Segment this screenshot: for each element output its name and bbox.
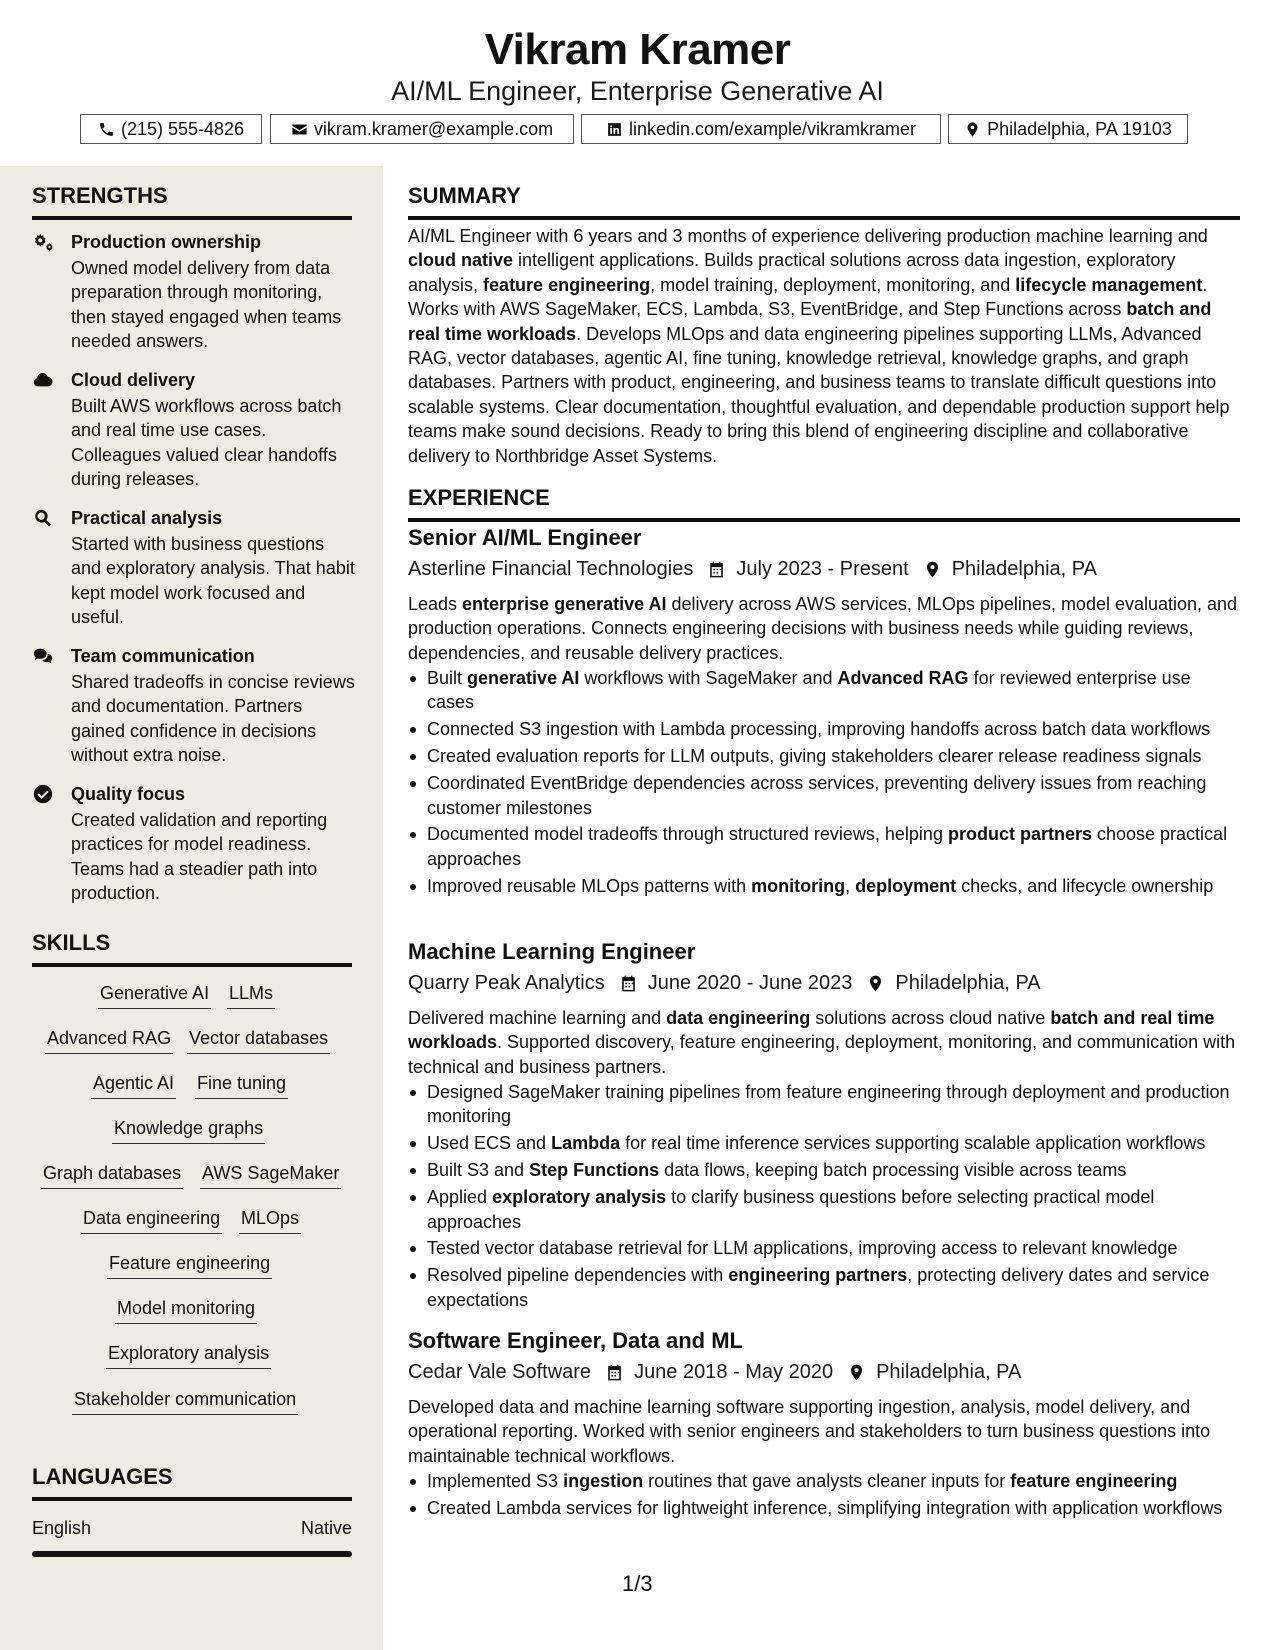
- emphasis-text: Lambda: [551, 1133, 621, 1154]
- text-run: Tested vector database retrieval for LLM applications, improving access to relevant knowledge: [427, 1238, 1178, 1259]
- job-dates: July 2023 - Present: [736, 558, 909, 580]
- text-run: . Works with AWS SageMaker, ECS, Lambda, S3, EventBridge, and Step Functions across: [408, 274, 1208, 320]
- bullet-item: [408, 1496, 1240, 1520]
- text-run: for reviewed enterprise use cases: [427, 668, 1191, 713]
- bullet-item: [408, 1263, 1240, 1312]
- text-run: for real time inference services supporting scalable application workflows: [620, 1133, 1206, 1154]
- contact-phone[interactable]: [80, 114, 262, 144]
- strength-description: Created validation and reporting practices for model readiness. Teams had a steadier path into production.: [71, 810, 328, 904]
- candidate-name: Vikram Kramer: [484, 25, 791, 74]
- envelope-icon: [291, 121, 308, 138]
- job-dates: June 2020 - June 2023: [647, 972, 853, 994]
- map-marker-icon: [847, 1363, 866, 1382]
- map-marker-icon: [923, 560, 942, 579]
- skill-tag: Stakeholder communication: [72, 1387, 298, 1415]
- emphasis-text: cloud native: [408, 250, 514, 271]
- text-run: Developed data and machine learning software supporting ingestion, analysis, model delivery, and operational reporting. Worked with senior engineers and stakeholders to turn business questions into maintainable technical workflows.: [408, 1397, 1211, 1466]
- text-run: Used ECS and: [427, 1133, 552, 1154]
- job-company: Quarry Peak Analytics: [408, 972, 605, 994]
- job-location: Philadelphia, PA: [951, 558, 1097, 580]
- strength-title: Team communication: [71, 646, 255, 666]
- job-meta: [408, 970, 1041, 996]
- text-run: Connected S3 ingestion with Lambda processing, improving handoffs across batch data workflows: [427, 719, 1211, 740]
- contact-linkedin-text: linkedin.com/example/vikramkramer: [628, 118, 917, 139]
- skill-tag: Fine tuning: [195, 1071, 288, 1099]
- contact-linkedin[interactable]: [581, 114, 941, 144]
- text-run: Designed SageMaker training pipelines from feature engineering through deployment and production monitoring: [427, 1082, 1230, 1127]
- text-run: , protecting delivery dates and service expectations: [427, 1265, 1210, 1310]
- text-run: Built: [427, 668, 468, 688]
- calendar-icon: [707, 560, 726, 579]
- job-bullets: [408, 1469, 1240, 1523]
- page-number: 1/3: [622, 1571, 653, 1596]
- skill-tag: MLOps: [239, 1206, 301, 1234]
- job-summary: [408, 1395, 1240, 1468]
- strength-description: Built AWS workflows across batch and real time use cases. Colleagues valued clear handoffs during releases.: [71, 396, 342, 490]
- comments-icon: [32, 645, 56, 667]
- linkedin-icon: [606, 121, 623, 138]
- emphasis-text: enterprise generative AI: [462, 594, 667, 614]
- strength-title: Production ownership: [71, 232, 262, 252]
- job-location: Philadelphia, PA: [876, 1361, 1022, 1383]
- emphasis-text: product partners: [947, 824, 1092, 845]
- job-location: Philadelphia, PA: [895, 972, 1041, 994]
- experience-heading: EXPERIENCE: [408, 484, 1240, 522]
- text-run: Created Lambda services for lightweight inference, simplifying integration with application workflows: [427, 1497, 1223, 1518]
- text-run: Improved reusable MLOps patterns with: [427, 875, 752, 896]
- skill-tag: Advanced RAG: [45, 1026, 173, 1054]
- emphasis-text: data engineering: [666, 1008, 811, 1028]
- text-run: . Develops MLOps and data engineering pipelines supporting LLMs, Advanced RAG, vector databases, agentic AI, fine tuning, knowledge retrieval, knowledge graphs, and graph databases. Partners with product, engineering, and business teams to translate difficult questions into scalable systems. Clear documentation, thoughtful evaluation, and dependable production support help teams make sound decisions. Ready to bring this blend of engineering discipline and collaborative delivery to Northbridge Asset Systems.: [408, 323, 1230, 466]
- job-company: Cedar Vale Software: [408, 1361, 592, 1383]
- strengths-heading: STRENGTHS: [32, 182, 352, 220]
- text-run: delivery across AWS services, MLOps pipelines, model evaluation, and production operations. Connects engineering decisions with business needs while guiding reviews, dependencies, and reusable delivery practices.: [408, 594, 1238, 663]
- text-run: data flows, keeping batch processing visible across teams: [659, 1160, 1127, 1181]
- emphasis-text: ingestion: [563, 1471, 644, 1491]
- text-run: . Supported discovery, feature engineering, deployment, monitoring, and communication with technical and business partners.: [408, 1032, 1236, 1077]
- bullet-item: [408, 744, 1240, 768]
- calendar-icon: [605, 1363, 624, 1382]
- emphasis-text: batch and real time workloads: [408, 299, 1212, 344]
- strength-title: Cloud delivery: [71, 370, 196, 390]
- job-summary: [408, 1006, 1240, 1079]
- emphasis-text: feature engineering: [483, 274, 651, 295]
- skills-heading: SKILLS: [32, 929, 352, 967]
- skill-tag: Vector databases: [187, 1026, 330, 1054]
- job-summary: [408, 592, 1240, 665]
- calendar-icon: [619, 974, 638, 993]
- bullet-item: [408, 1185, 1240, 1234]
- search-icon: [32, 507, 56, 529]
- bullet-item: [408, 1236, 1240, 1260]
- emphasis-text: feature engineering: [1010, 1471, 1178, 1491]
- text-run: Leads: [408, 594, 463, 614]
- job-bullets: [408, 1080, 1240, 1315]
- emphasis-text: Advanced RAG: [837, 668, 969, 688]
- contact-email-text: vikram.kramer@example.com: [313, 118, 554, 139]
- bullet-item: [408, 1158, 1240, 1182]
- skill-tag: LLMs: [227, 981, 275, 1009]
- text-run: choose practical approaches: [427, 824, 1228, 869]
- resume-header: [0, 0, 1275, 166]
- skill-tag: Knowledge graphs: [112, 1116, 265, 1144]
- bullet-item: [408, 666, 1240, 715]
- job-meta: [408, 556, 1097, 582]
- language-proficiency-bar: [32, 1551, 352, 1557]
- bullet-item: [408, 1131, 1240, 1155]
- text-run: Built S3 and: [427, 1160, 530, 1181]
- language-level: Native: [300, 1518, 352, 1538]
- gears-icon: [32, 231, 56, 253]
- strength-title: Quality focus: [71, 784, 186, 804]
- skill-tag: Feature engineering: [107, 1251, 272, 1279]
- text-run: , model training, deployment, monitoring, and: [650, 274, 1016, 295]
- job-title: Software Engineer, Data and ML: [408, 1328, 743, 1353]
- job-title: Senior AI/ML Engineer: [408, 525, 642, 550]
- emphasis-text: deployment: [855, 875, 957, 896]
- text-run: Applied: [427, 1187, 493, 1208]
- skill-tag: Exploratory analysis: [106, 1341, 271, 1369]
- languages-heading: LANGUAGES: [32, 1463, 352, 1501]
- job-title: Machine Learning Engineer: [408, 939, 696, 964]
- skill-tag: AWS SageMaker: [200, 1161, 341, 1189]
- job-meta: [408, 1359, 1021, 1385]
- text-run: Created evaluation reports for LLM outputs, giving stakeholders clearer release readiness signals: [427, 746, 1202, 767]
- skill-tag: Generative AI: [98, 981, 211, 1009]
- text-run: to clarify business questions before selecting practical model approaches: [427, 1187, 1155, 1232]
- text-run: solutions across cloud native: [810, 1008, 1051, 1028]
- language-row: [32, 1516, 352, 1540]
- text-run: checks, and lifecycle ownership: [956, 875, 1214, 896]
- check-circle-icon: [32, 783, 56, 805]
- contact-phone-text: (215) 555-4826: [120, 118, 245, 139]
- summary-text: [408, 224, 1240, 468]
- cloud-icon: [32, 369, 56, 391]
- emphasis-text: exploratory analysis: [492, 1187, 667, 1208]
- skill-tag: Graph databases: [41, 1161, 183, 1189]
- bullet-item: [408, 1469, 1240, 1493]
- contact-location-text: Philadelphia, PA 19103: [987, 118, 1172, 139]
- text-run: Resolved pipeline dependencies with: [427, 1265, 729, 1286]
- job-bullets: [408, 666, 1240, 901]
- bullet-item: [408, 771, 1240, 820]
- bullet-item: [408, 822, 1240, 871]
- text-run: AI/ML Engineer with 6 years and 3 months of experience delivering production machine learning and: [408, 226, 1208, 246]
- bullet-item: [408, 874, 1240, 898]
- text-run: workflows with SageMaker and: [579, 668, 838, 688]
- job-dates: June 2018 - May 2020: [634, 1361, 834, 1383]
- language-name: English: [32, 1518, 92, 1538]
- strength-description: Shared tradeoffs in concise reviews and documentation. Partners gained confidence in decisions without extra noise.: [71, 672, 355, 766]
- text-run: ,: [845, 875, 856, 896]
- text-run: routines that gave analysts cleaner inputs for: [643, 1471, 1011, 1491]
- emphasis-text: Step Functions: [529, 1160, 660, 1181]
- emphasis-text: engineering partners: [728, 1265, 908, 1286]
- emphasis-text: generative AI: [467, 668, 580, 688]
- contact-location[interactable]: [948, 114, 1188, 144]
- text-run: Implemented S3: [427, 1471, 564, 1491]
- contact-email[interactable]: [270, 114, 574, 144]
- map-marker-icon: [866, 974, 885, 993]
- text-run: Coordinated EventBridge dependencies across services, preventing delivery issues from reaching customer milestones: [427, 773, 1207, 818]
- text-run: Documented model tradeoffs through structured reviews, helping: [427, 824, 948, 845]
- bullet-item: [408, 1080, 1240, 1129]
- summary-heading: SUMMARY: [408, 182, 1240, 220]
- skill-tag: Data engineering: [81, 1206, 222, 1234]
- emphasis-text: batch and real time workloads: [408, 1008, 1215, 1053]
- skill-tag: Agentic AI: [91, 1071, 176, 1099]
- candidate-title: AI/ML Engineer, Enterprise Generative AI: [391, 76, 884, 106]
- phone-icon: [98, 121, 115, 138]
- skill-tag: Model monitoring: [115, 1296, 257, 1324]
- text-run: Delivered machine learning and: [408, 1008, 667, 1028]
- emphasis-text: lifecycle management: [1015, 274, 1203, 295]
- strength-description: Owned model delivery from data preparation through monitoring, then stayed engaged when teams needed answers.: [71, 258, 342, 352]
- bullet-item: [408, 717, 1240, 741]
- emphasis-text: monitoring: [751, 875, 846, 896]
- map-marker-icon: [964, 121, 981, 138]
- text-run: intelligent applications. Builds practical solutions across data ingestion, exploratory analysis,: [408, 250, 1176, 295]
- strength-description: Started with business questions and exploratory analysis. That habit kept model work focused and useful.: [71, 534, 355, 628]
- strength-title: Practical analysis: [71, 508, 223, 528]
- job-company: Asterline Financial Technologies: [408, 558, 694, 580]
